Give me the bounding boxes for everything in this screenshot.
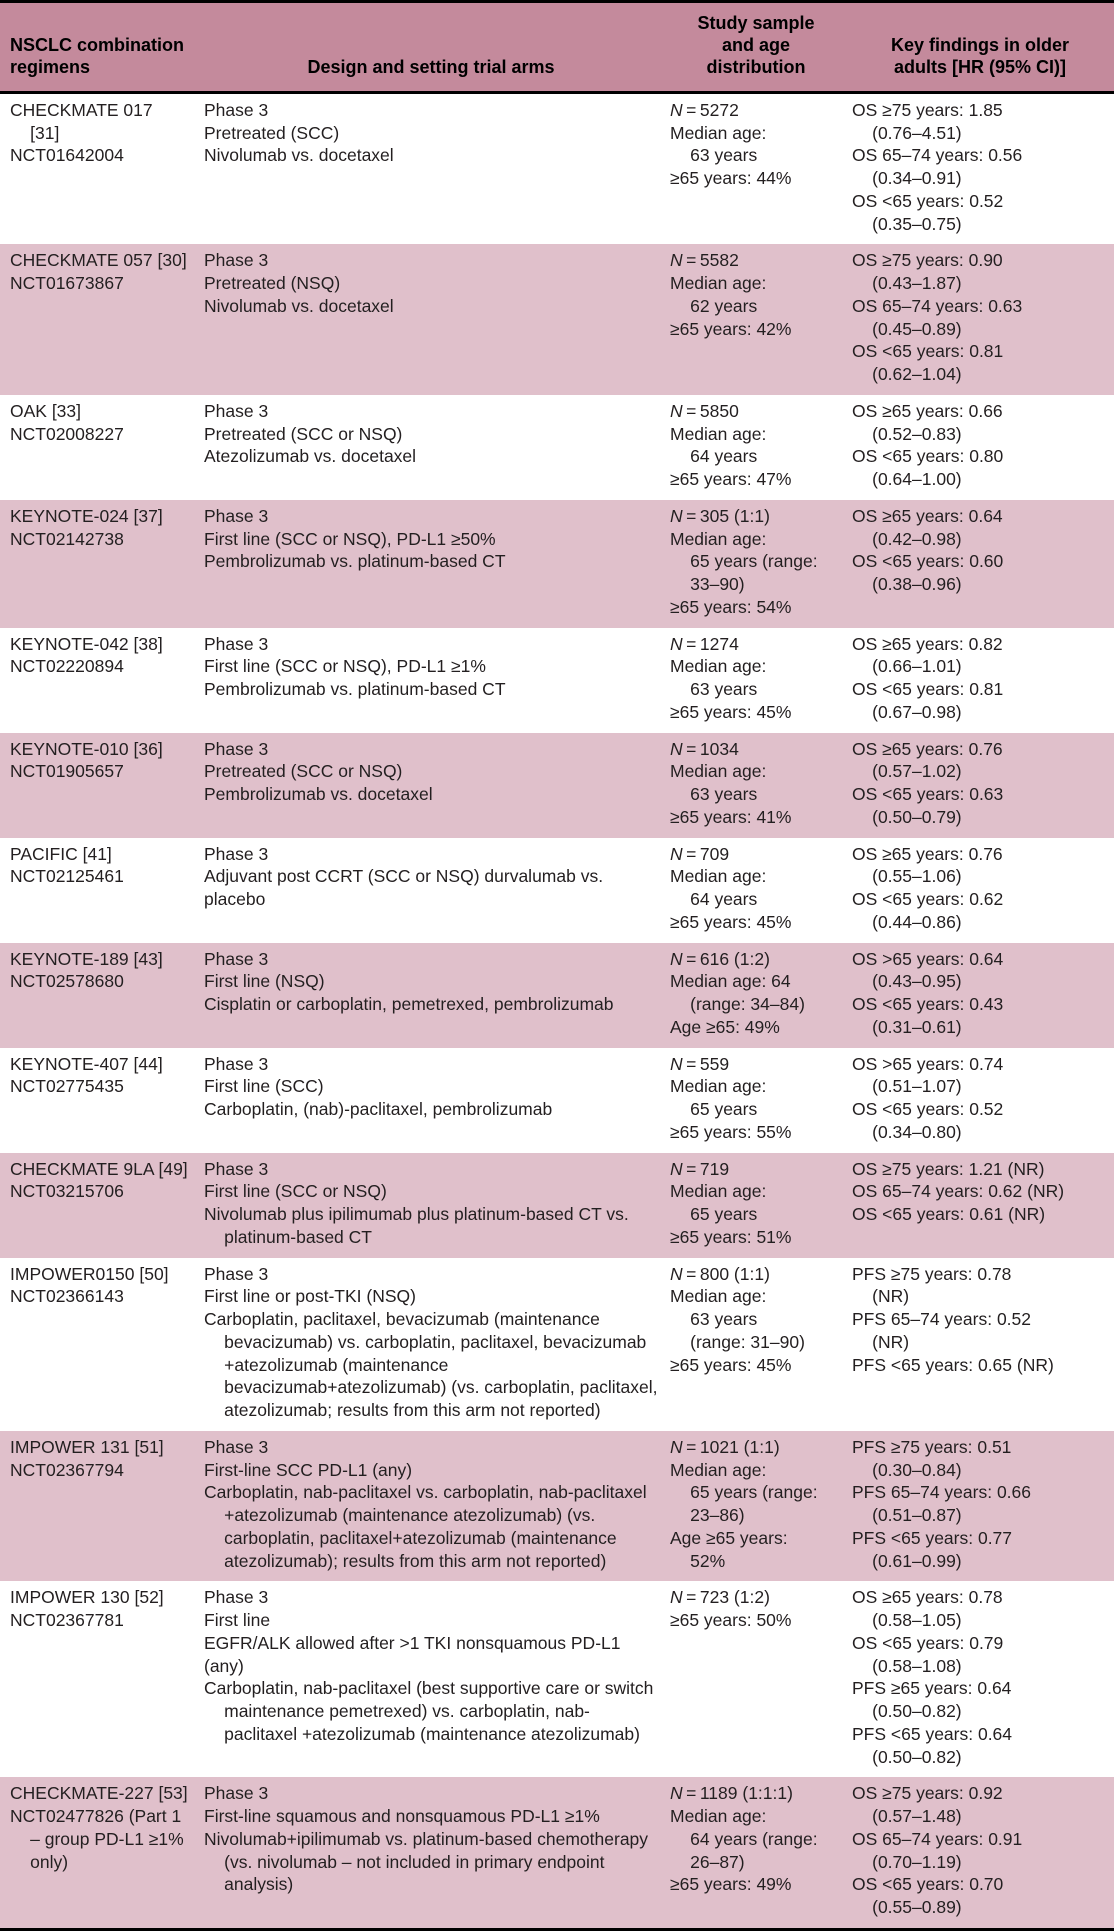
findings-line: OS ≥65 years: 0.76 xyxy=(852,738,1003,759)
findings-line: (0.66–1.01) xyxy=(872,656,962,677)
cell-design xyxy=(196,500,666,628)
findings-line: (0.43–0.95) xyxy=(872,971,962,992)
design-line: Phase 3 xyxy=(204,1783,269,1804)
findings-line: PFS ≥75 years: 0.78 xyxy=(852,1263,1012,1284)
cell-study-sample xyxy=(666,628,846,733)
cell-regimen xyxy=(0,628,196,733)
findings-line: (0.52–0.83) xyxy=(872,423,962,444)
cell-key-findings xyxy=(846,1048,1114,1153)
design-line: First line (SCC or NSQ) xyxy=(204,1181,387,1202)
sample-line: 64 years xyxy=(690,889,758,910)
sample-line: 65 years xyxy=(690,1204,758,1225)
header-line-1: Key findings in older xyxy=(890,34,1069,55)
sample-size-symbol: N xyxy=(670,843,683,864)
sample-line: Median age: xyxy=(670,656,767,677)
findings-line: (0.58–1.08) xyxy=(872,1655,962,1676)
header-line-3: distribution xyxy=(706,56,806,77)
findings-line: OS <65 years: 0.80 xyxy=(852,446,1004,467)
sample-line: ≥65 years: 49% xyxy=(670,1874,792,1895)
cell-regimen xyxy=(0,395,196,500)
findings-line: PFS 65–74 years: 0.66 xyxy=(852,1482,1031,1503)
sample-size-symbol: N xyxy=(670,400,683,421)
cell-regimen xyxy=(0,1777,196,1929)
cell-study-sample xyxy=(666,92,846,244)
column-header-regimens xyxy=(0,2,196,93)
cell-regimen xyxy=(0,1258,196,1431)
design-line: Phase 3 xyxy=(204,505,269,526)
findings-line: (0.44–0.86) xyxy=(872,911,962,932)
findings-line: (0.35–0.75) xyxy=(872,213,962,234)
findings-line: PFS ≥65 years: 0.64 xyxy=(852,1678,1012,1699)
sample-line: 33–90) xyxy=(690,574,745,595)
column-header-design xyxy=(196,2,666,93)
sample-line: N = 1021 (1:1) xyxy=(670,1436,780,1457)
findings-line: (0.43–1.87) xyxy=(872,273,962,294)
sample-line: (range: 34–84) xyxy=(690,994,805,1015)
sample-line: Median age: xyxy=(670,761,767,782)
regimen-line: KEYNOTE-189 [43] xyxy=(10,948,163,969)
design-line: Pembrolizumab vs. docetaxel xyxy=(204,784,433,805)
sample-line: 63 years xyxy=(690,145,758,166)
cell-key-findings xyxy=(846,395,1114,500)
cell-study-sample xyxy=(666,943,846,1048)
sample-line: (range: 31–90) xyxy=(690,1331,805,1352)
header-line-1: NSCLC combination xyxy=(10,34,184,55)
sample-line: Median age: xyxy=(670,866,767,887)
sample-line: ≥65 years: 44% xyxy=(670,168,792,189)
table-row xyxy=(0,1581,1114,1777)
cell-key-findings xyxy=(846,838,1114,943)
design-line: Phase 3 xyxy=(204,738,269,759)
findings-line: OS 65–74 years: 0.56 xyxy=(852,145,1023,166)
cell-study-sample xyxy=(666,1431,846,1582)
table-row xyxy=(0,92,1114,244)
regimen-line: KEYNOTE-407 [44] xyxy=(10,1053,163,1074)
regimen-line: NCT01642004 xyxy=(10,145,124,166)
cell-design xyxy=(196,628,666,733)
findings-line: (0.70–1.19) xyxy=(872,1851,962,1872)
cell-design xyxy=(196,1258,666,1431)
sample-line: Median age: xyxy=(670,1286,767,1307)
cell-key-findings xyxy=(846,1431,1114,1582)
sample-size-symbol: N xyxy=(670,1263,683,1284)
design-line: Phase 3 xyxy=(204,843,269,864)
cell-regimen xyxy=(0,733,196,838)
cell-design xyxy=(196,1777,666,1929)
cell-study-sample xyxy=(666,1777,846,1929)
regimen-line: CHECKMATE 017 xyxy=(10,99,153,120)
design-line: Adjuvant post CCRT (SCC or NSQ) durvalumab vs. placebo xyxy=(204,866,604,910)
findings-line: (0.57–1.02) xyxy=(872,761,962,782)
sample-line: Median age: xyxy=(670,273,767,294)
findings-line: (0.67–0.98) xyxy=(872,701,962,722)
sample-line: 64 years (range: xyxy=(690,1828,818,1849)
regimen-line: CHECKMATE 9LA [49] xyxy=(10,1158,188,1179)
design-line: Phase 3 xyxy=(204,633,269,654)
findings-line: (0.55–1.06) xyxy=(872,866,962,887)
findings-line: (0.61–0.99) xyxy=(872,1550,962,1571)
cell-key-findings xyxy=(846,1258,1114,1431)
sample-line: 65 years (range: xyxy=(690,551,818,572)
design-line: Carboplatin, (nab)-paclitaxel, pembrolizumab xyxy=(204,1099,553,1120)
cell-regimen xyxy=(0,500,196,628)
findings-line: OS <65 years: 0.79 xyxy=(852,1632,1004,1653)
sample-line: Median age: xyxy=(670,122,767,143)
table-row xyxy=(0,500,1114,628)
regimen-line: NCT03215706 xyxy=(10,1181,124,1202)
design-line: Phase 3 xyxy=(204,400,269,421)
sample-line: N = 719 xyxy=(670,1158,730,1179)
sample-line: 65 years (range: xyxy=(690,1482,818,1503)
cell-study-sample xyxy=(666,1153,846,1258)
design-line: First line or post-TKI (NSQ) xyxy=(204,1286,416,1307)
sample-size-symbol: N xyxy=(670,948,683,969)
sample-size-symbol: N xyxy=(670,1436,683,1457)
design-line: Carboplatin, nab-paclitaxel (best supportive care or switch maintenance pemetrexed) vs. carboplatin, nab-paclitaxel +atezolizumab (maintenance atezolizumab) xyxy=(204,1678,654,1744)
sample-line: ≥65 years: 45% xyxy=(670,1354,792,1375)
findings-line: (0.55–0.89) xyxy=(872,1897,962,1918)
sample-line: N = 800 (1:1) xyxy=(670,1263,770,1284)
findings-line: (0.76–4.51) xyxy=(872,122,962,143)
regimen-line: NCT02366143 xyxy=(10,1286,124,1307)
cell-regimen xyxy=(0,1581,196,1777)
cell-design xyxy=(196,1153,666,1258)
regimen-line: KEYNOTE-024 [37] xyxy=(10,505,163,526)
regimen-line: only) xyxy=(30,1851,69,1872)
findings-line: PFS 65–74 years: 0.52 xyxy=(852,1309,1031,1330)
sample-line: 63 years xyxy=(690,679,758,700)
regimen-line: NCT02220894 xyxy=(10,656,124,677)
cell-key-findings xyxy=(846,733,1114,838)
findings-line: (0.51–1.07) xyxy=(872,1076,962,1097)
findings-line: (NR) xyxy=(872,1286,910,1307)
sample-size-symbol: N xyxy=(670,633,683,654)
regimen-line: CHECKMATE 057 [30] xyxy=(10,250,187,271)
findings-line: PFS ≥75 years: 0.51 xyxy=(852,1436,1012,1457)
regimen-line: PACIFIC [41] xyxy=(10,843,112,864)
cell-regimen xyxy=(0,244,196,395)
sample-line: Median age: 64 xyxy=(670,971,791,992)
design-line: Phase 3 xyxy=(204,1587,269,1608)
table-row xyxy=(0,943,1114,1048)
design-line: First line xyxy=(204,1610,271,1631)
findings-line: (0.38–0.96) xyxy=(872,574,962,595)
findings-line: OS ≥75 years: 1.85 xyxy=(852,99,1003,120)
regimen-line: KEYNOTE-010 [36] xyxy=(10,738,163,759)
design-line: Nivolumab vs. docetaxel xyxy=(204,295,394,316)
header-line-2: adults [HR (95% CI)] xyxy=(893,56,1066,77)
sample-line: ≥65 years: 41% xyxy=(670,806,792,827)
sample-size-symbol: N xyxy=(670,99,683,120)
table-row xyxy=(0,1153,1114,1258)
regimen-line: NCT02775435 xyxy=(10,1076,124,1097)
findings-line: OS <65 years: 0.81 xyxy=(852,341,1004,362)
design-line: Pretreated (NSQ) xyxy=(204,273,341,294)
cell-regimen xyxy=(0,92,196,244)
sample-size-symbol: N xyxy=(670,1783,683,1804)
findings-line: (0.57–1.48) xyxy=(872,1806,962,1827)
cell-study-sample xyxy=(666,1258,846,1431)
sample-line: ≥65 years: 55% xyxy=(670,1121,792,1142)
cell-design xyxy=(196,395,666,500)
cell-study-sample xyxy=(666,1048,846,1153)
cell-study-sample xyxy=(666,500,846,628)
sample-size-symbol: N xyxy=(670,1587,683,1608)
design-line: Carboplatin, nab-paclitaxel vs. carboplatin, nab-paclitaxel +atezolizumab (maintenance atezolizumab) (vs. carboplatin, paclitaxel+atezolizumab (maintenance atezolizumab); results from this arm not reported) xyxy=(204,1482,647,1571)
table-header xyxy=(0,2,1114,93)
sample-line: Median age: xyxy=(670,1806,767,1827)
sample-line: ≥65 years: 42% xyxy=(670,318,792,339)
findings-line: (0.50–0.79) xyxy=(872,806,962,827)
findings-line: (0.42–0.98) xyxy=(872,528,962,549)
design-line: Phase 3 xyxy=(204,250,269,271)
cell-regimen xyxy=(0,943,196,1048)
design-line: Pretreated (SCC or NSQ) xyxy=(204,423,403,444)
sample-line: N = 709 xyxy=(670,843,730,864)
sample-line: ≥65 years: 51% xyxy=(670,1226,792,1247)
regimen-line: NCT02578680 xyxy=(10,971,124,992)
cell-design xyxy=(196,1048,666,1153)
design-line: Phase 3 xyxy=(204,948,269,969)
sample-line: N = 559 xyxy=(670,1053,730,1074)
regimen-line: NCT02367781 xyxy=(10,1610,124,1631)
table-row xyxy=(0,1048,1114,1153)
cell-design xyxy=(196,244,666,395)
findings-line: OS >65 years: 0.64 xyxy=(852,948,1004,969)
findings-line: OS <65 years: 0.81 xyxy=(852,679,1004,700)
sample-line: ≥65 years: 54% xyxy=(670,596,792,617)
findings-line: PFS <65 years: 0.77 xyxy=(852,1527,1013,1548)
sample-size-symbol: N xyxy=(670,505,683,526)
sample-line: Median age: xyxy=(670,423,767,444)
findings-line: (NR) xyxy=(872,1331,910,1352)
cell-key-findings xyxy=(846,92,1114,244)
regimen-line: IMPOWER0150 [50] xyxy=(10,1263,169,1284)
header-line-2: regimens xyxy=(10,56,91,77)
sample-line: N = 1034 xyxy=(670,738,739,759)
cell-design xyxy=(196,1431,666,1582)
sample-line: Median age: xyxy=(670,1459,767,1480)
findings-line: OS <65 years: 0.63 xyxy=(852,784,1004,805)
sample-line: N = 616 (1:2) xyxy=(670,948,770,969)
findings-line: OS ≥65 years: 0.78 xyxy=(852,1587,1003,1608)
cell-key-findings xyxy=(846,1153,1114,1258)
findings-line: OS <65 years: 0.61 (NR) xyxy=(852,1204,1046,1225)
design-line: Nivolumab plus ipilimumab plus platinum-based CT vs. platinum-based CT xyxy=(204,1204,629,1247)
cell-key-findings xyxy=(846,1777,1114,1929)
table-row xyxy=(0,733,1114,838)
design-line: First-line squamous and nonsquamous PD-L1 ≥1% xyxy=(204,1806,600,1827)
sample-line: 64 years xyxy=(690,446,758,467)
sample-line: 26–87) xyxy=(690,1851,745,1872)
findings-line: (0.31–0.61) xyxy=(872,1016,962,1037)
cell-key-findings xyxy=(846,943,1114,1048)
regimen-line: IMPOWER 130 [52] xyxy=(10,1587,164,1608)
findings-line: OS 65–74 years: 0.63 xyxy=(852,295,1023,316)
regimen-line: IMPOWER 131 [51] xyxy=(10,1436,164,1457)
cell-study-sample xyxy=(666,733,846,838)
cell-regimen xyxy=(0,1431,196,1582)
table-row xyxy=(0,395,1114,500)
design-line: Phase 3 xyxy=(204,1158,269,1179)
sample-line: 23–86) xyxy=(690,1505,745,1526)
findings-line: OS <65 years: 0.60 xyxy=(852,551,1004,572)
findings-line: OS ≥75 years: 1.21 (NR) xyxy=(852,1158,1045,1179)
header-line-2: and age xyxy=(721,34,791,55)
cell-key-findings xyxy=(846,244,1114,395)
findings-line: OS 65–74 years: 0.62 (NR) xyxy=(852,1181,1065,1202)
design-line: EGFR/ALK allowed after >1 TKI nonsquamous PD-L1 (any) xyxy=(204,1632,621,1676)
sample-line: N = 723 (1:2) xyxy=(670,1587,770,1608)
sample-line: ≥65 years: 50% xyxy=(670,1610,792,1631)
findings-line: (0.58–1.05) xyxy=(872,1610,962,1631)
sample-line: N = 5850 xyxy=(670,400,739,421)
regimen-line: CHECKMATE-227 [53] xyxy=(10,1783,188,1804)
sample-line: Median age: xyxy=(670,1076,767,1097)
design-line: First line (SCC or NSQ), PD-L1 ≥50% xyxy=(204,528,496,549)
sample-line: Median age: xyxy=(670,1181,767,1202)
findings-line: PFS <65 years: 0.64 xyxy=(852,1723,1013,1744)
findings-line: OS ≥65 years: 0.66 xyxy=(852,400,1003,421)
sample-size-symbol: N xyxy=(670,1158,683,1179)
header-line-1: Study sample xyxy=(697,13,815,33)
design-line: First line (SCC or NSQ), PD-L1 ≥1% xyxy=(204,656,486,677)
sample-line: Age ≥65: 49% xyxy=(670,1016,780,1037)
design-line: Nivolumab+ipilimumab vs. platinum-based chemotherapy (vs. nivolumab – not included in primary endpoint analysis) xyxy=(204,1828,649,1895)
sample-line: ≥65 years: 47% xyxy=(670,469,792,490)
table-row xyxy=(0,838,1114,943)
cell-study-sample xyxy=(666,395,846,500)
findings-line: (0.50–0.82) xyxy=(872,1701,962,1722)
design-line: Pembrolizumab vs. platinum-based CT xyxy=(204,551,506,572)
design-line: Phase 3 xyxy=(204,1436,269,1457)
regimen-line: NCT01905657 xyxy=(10,761,124,782)
sample-size-symbol: N xyxy=(670,738,683,759)
sample-line: N = 1189 (1:1:1) xyxy=(670,1783,793,1804)
cell-design xyxy=(196,838,666,943)
design-line: Nivolumab vs. docetaxel xyxy=(204,145,394,166)
findings-line: (0.64–1.00) xyxy=(872,469,962,490)
sample-size-symbol: N xyxy=(670,1053,683,1074)
findings-line: OS ≥65 years: 0.64 xyxy=(852,505,1003,526)
sample-line: 63 years xyxy=(690,1309,758,1330)
regimen-line: NCT02367794 xyxy=(10,1459,124,1480)
sample-line: N = 5272 xyxy=(670,99,739,120)
findings-line: OS <65 years: 0.70 xyxy=(852,1874,1004,1895)
cell-design xyxy=(196,1581,666,1777)
findings-line: (0.34–0.80) xyxy=(872,1121,962,1142)
findings-line: OS 65–74 years: 0.91 xyxy=(852,1828,1023,1849)
sample-line: N = 305 (1:1) xyxy=(670,505,770,526)
findings-line: OS ≥65 years: 0.76 xyxy=(852,843,1003,864)
cell-design xyxy=(196,92,666,244)
cell-study-sample xyxy=(666,838,846,943)
cell-study-sample xyxy=(666,1581,846,1777)
sample-line: ≥65 years: 45% xyxy=(670,911,792,932)
sample-line: 52% xyxy=(690,1550,726,1571)
findings-line: OS ≥65 years: 0.82 xyxy=(852,633,1003,654)
findings-line: (0.34–0.91) xyxy=(872,168,962,189)
findings-line: OS ≥75 years: 0.92 xyxy=(852,1783,1003,1804)
table-row xyxy=(0,1431,1114,1582)
cell-regimen xyxy=(0,1153,196,1258)
column-header-study-sample xyxy=(666,2,846,93)
cell-study-sample xyxy=(666,244,846,395)
findings-line: PFS <65 years: 0.65 (NR) xyxy=(852,1354,1054,1375)
findings-line: (0.50–0.82) xyxy=(872,1746,962,1767)
sample-line: Age ≥65 years: xyxy=(670,1527,788,1548)
design-line: Pretreated (SCC or NSQ) xyxy=(204,761,403,782)
findings-line: OS ≥75 years: 0.90 xyxy=(852,250,1003,271)
design-line: Phase 3 xyxy=(204,1053,269,1074)
regimen-line: [31] xyxy=(30,122,60,143)
sample-line: 62 years xyxy=(690,295,758,316)
sample-line: Median age: xyxy=(670,528,767,549)
sample-line: N = 5582 xyxy=(670,250,739,271)
table-row xyxy=(0,244,1114,395)
design-line: Cisplatin or carboplatin, pemetrexed, pembrolizumab xyxy=(204,994,614,1015)
regimen-line: NCT02142738 xyxy=(10,528,124,549)
sample-size-symbol: N xyxy=(670,250,683,271)
cell-key-findings xyxy=(846,500,1114,628)
table-row xyxy=(0,1777,1114,1929)
cell-key-findings xyxy=(846,1581,1114,1777)
sample-line: ≥65 years: 45% xyxy=(670,701,792,722)
findings-line: OS <65 years: 0.52 xyxy=(852,190,1004,211)
findings-line: OS <65 years: 0.52 xyxy=(852,1099,1004,1120)
design-line: Pretreated (SCC) xyxy=(204,122,340,143)
design-line: Carboplatin, paclitaxel, bevacizumab (maintenance bevacizumab) vs. carboplatin, paclitaxel, bevacizumab +atezolizumab (maintenance bevacizumab+atezolizumab) (vs. carboplatin, paclitaxel, atezolizumab; results from this arm not reported) xyxy=(204,1309,658,1421)
table-row xyxy=(0,1258,1114,1431)
sample-line: 65 years xyxy=(690,1099,758,1120)
header-line-1: Design and setting trial arms xyxy=(307,56,555,77)
findings-line: (0.62–1.04) xyxy=(872,364,962,385)
table-row xyxy=(0,628,1114,733)
sample-line: N = 1274 xyxy=(670,633,739,654)
column-header-key-findings xyxy=(846,2,1114,93)
cell-regimen xyxy=(0,838,196,943)
cell-regimen xyxy=(0,1048,196,1153)
regimen-line: – group PD-L1 ≥1% xyxy=(30,1828,184,1849)
design-line: Phase 3 xyxy=(204,1263,269,1284)
findings-line: OS >65 years: 0.74 xyxy=(852,1053,1004,1074)
design-line: Phase 3 xyxy=(204,99,269,120)
findings-line: (0.45–0.89) xyxy=(872,318,962,339)
regimen-line: NCT01673867 xyxy=(10,273,124,294)
cell-design xyxy=(196,733,666,838)
regimen-line: NCT02125461 xyxy=(10,866,124,887)
findings-line: OS <65 years: 0.62 xyxy=(852,889,1004,910)
design-line: First line (NSQ) xyxy=(204,971,325,992)
design-line: First line (SCC) xyxy=(204,1076,324,1097)
regimen-line: NCT02008227 xyxy=(10,423,124,444)
cell-design xyxy=(196,943,666,1048)
regimen-line: NCT02477826 (Part 1 xyxy=(10,1806,182,1827)
findings-line: OS <65 years: 0.43 xyxy=(852,994,1004,1015)
design-line: Pembrolizumab vs. platinum-based CT xyxy=(204,679,506,700)
findings-line: (0.51–0.87) xyxy=(872,1505,962,1526)
design-line: First-line SCC PD-L1 (any) xyxy=(204,1459,413,1480)
table-body xyxy=(0,92,1114,1929)
sample-line: 63 years xyxy=(690,784,758,805)
design-line: Atezolizumab vs. docetaxel xyxy=(204,446,417,467)
findings-line: (0.30–0.84) xyxy=(872,1459,962,1480)
cell-key-findings xyxy=(846,628,1114,733)
regimen-line: OAK [33] xyxy=(10,400,82,421)
regimen-line: KEYNOTE-042 [38] xyxy=(10,633,163,654)
